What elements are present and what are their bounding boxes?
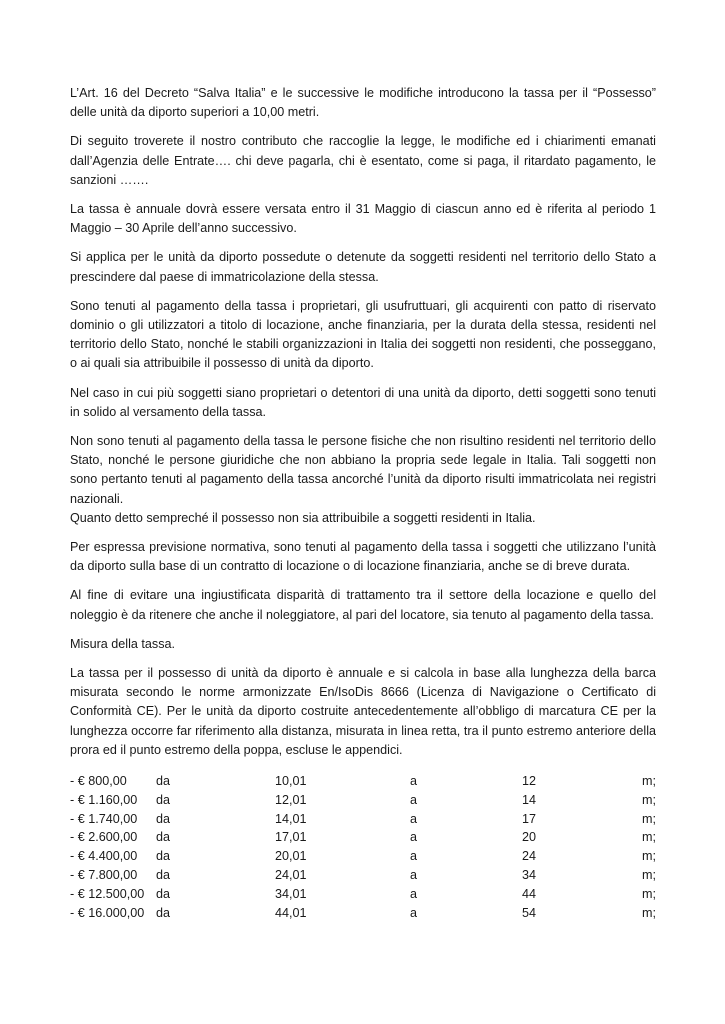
tariff-unit: m; xyxy=(642,886,656,901)
tariff-row xyxy=(70,828,656,847)
tariff-from-label: da xyxy=(156,886,171,901)
tariff-amount: - € 1.160,00 xyxy=(70,792,138,807)
paragraph-joint-liability: Nel caso in cui più soggetti siano proprietari o detentori di una unità da diporto, detti soggetti sono tenuti in solido al versamento della tassa. xyxy=(70,385,656,419)
tariff-to-length: 20 xyxy=(522,830,537,845)
tariff-from-length: 20,01 xyxy=(275,849,307,864)
tariff-to-length: 44 xyxy=(522,886,537,901)
tariff-row xyxy=(70,866,656,885)
tariff-unit: m; xyxy=(642,811,656,826)
tariff-from-label: da xyxy=(156,811,171,826)
tariff-table xyxy=(70,772,656,922)
tariff-to-label: a xyxy=(410,886,418,901)
tariff-to-label: a xyxy=(410,849,418,864)
tariff-amount: - € 12.500,00 xyxy=(70,886,145,901)
tariff-row xyxy=(70,847,656,866)
tariff-from-length: 12,01 xyxy=(275,792,307,807)
tariff-row xyxy=(70,791,656,810)
tariff-to-label: a xyxy=(410,811,418,826)
document-page xyxy=(70,84,656,922)
tariff-row xyxy=(70,885,656,904)
tariff-to-length: 17 xyxy=(522,811,537,826)
tariff-from-length: 17,01 xyxy=(275,830,307,845)
tariff-to-length: 14 xyxy=(522,792,537,807)
tariff-unit: m; xyxy=(642,868,656,883)
tariff-to-label: a xyxy=(410,905,418,920)
tariff-from-label: da xyxy=(156,868,171,883)
tariff-from-length: 14,01 xyxy=(275,811,307,826)
tariff-from-label: da xyxy=(156,792,171,807)
tariff-to-length: 34 xyxy=(522,868,537,883)
tariff-from-length: 44,01 xyxy=(275,905,307,920)
tariff-to-label: a xyxy=(410,792,418,807)
paragraph-application: Si applica per le unità da diporto possedute o detenute da soggetti residenti nel territorio dello Stato a prescindere dal paese di immatricolazione della stessa. xyxy=(70,250,656,284)
tariff-row xyxy=(70,904,656,923)
tariff-unit: m; xyxy=(642,830,656,845)
paragraph-obligated-subjects: Sono tenuti al pagamento della tassa i proprietari, gli usufruttuari, gli acquirenti con patto di riservato dominio o gli utilizzatori a titolo di locazione, anche finanziaria, per la durata della stessa, residenti nel territorio dello Stato, nonché le stabili organizzazioni in Italia dei soggetti non residenti, che posseggano, o ai quali sia attribuibile il possesso di unità da diporto. xyxy=(70,298,656,371)
tariff-from-label: da xyxy=(156,849,171,864)
tariff-amount: - € 7.800,00 xyxy=(70,868,138,883)
tariff-unit: m; xyxy=(642,849,656,864)
paragraph-tax-calculation: La tassa per il possesso di unità da diporto è annuale e si calcola in base alla lunghezza della barca misurata secondo le norme armonizzate En/IsoDis 8666 (Licenza di Navigazione o Certificato di Conformità CE). Per le unità da diporto costruite antecedentemente all’obbligo di marcatura CE per la lunghezza occorre far riferimento alla distanza, misurata in linea retta, tra il punto estremo anteriore della prora ed il punto estremo della poppa, escluse le appendici. xyxy=(70,666,656,757)
tariff-to-length: 24 xyxy=(522,849,537,864)
tariff-amount: - € 800,00 xyxy=(70,774,127,789)
tariff-unit: m; xyxy=(642,774,656,789)
tariff-unit: m; xyxy=(642,792,656,807)
tariff-from-length: 34,01 xyxy=(275,886,307,901)
paragraph-intro: L’Art. 16 del Decreto “Salva Italia” e le successive le modifiche introducono la tassa per il “Possesso” delle unità da diporto superiori a 10,00 metri. xyxy=(70,86,656,120)
tariff-from-length: 10,01 xyxy=(275,774,307,789)
tariff-to-label: a xyxy=(410,774,418,789)
tariff-from-label: da xyxy=(156,774,171,789)
tariff-amount: - € 4.400,00 xyxy=(70,849,138,864)
paragraph-annual-payment: La tassa è annuale dovrà essere versata entro il 31 Maggio di ciascun anno ed è riferita al periodo 1 Maggio – 30 Aprile dell’anno successivo. xyxy=(70,202,656,236)
tariff-to-length: 54 xyxy=(522,905,537,920)
paragraph-leasing: Per espressa previsione normativa, sono tenuti al pagamento della tassa i soggetti che utilizzano l’unità da diporto sulla base di un contratto di locazione o di locazione finanziaria, anche se di breve durata. xyxy=(70,540,656,574)
tariff-from-length: 24,01 xyxy=(275,868,307,883)
tariff-from-label: da xyxy=(156,905,171,920)
paragraph-contribution: Di seguito troverete il nostro contributo che raccoglie la legge, le modifiche ed i chiarimenti emanati dall’Agenzia delle Entrate…. chi deve pagarla, chi è esentato, come si paga, il ritardato pagamento, le sanzioni ……. xyxy=(70,134,656,187)
tariff-from-label: da xyxy=(156,830,171,845)
tariff-row xyxy=(70,810,656,829)
tariff-to-label: a xyxy=(410,830,418,845)
paragraph-exempt-subjects: Non sono tenuti al pagamento della tassa le persone fisiche che non risultino residenti nel territorio dello Stato, nonché le persone giuridiche che non abbiano la propria sede legale in Italia. Tali soggetti non sono pertanto tenuti al pagamento della tassa ancorché l’unità da diporto risulti immatricolata nei registri nazionali. xyxy=(70,434,656,506)
section-heading-tax-amount: Misura della tassa. xyxy=(70,636,175,651)
paragraph-charter: Al fine di evitare una ingiustificata disparità di trattamento tra il settore della locazione e quello del noleggio è da ritenere che anche il noleggiatore, al pari del locatore, sia tenuto al pagamento della tassa. xyxy=(70,588,656,622)
tariff-row xyxy=(70,772,656,791)
tariff-unit: m; xyxy=(642,905,656,920)
tariff-amount: - € 1.740,00 xyxy=(70,811,138,826)
tariff-amount: - € 16.000,00 xyxy=(70,905,145,920)
tariff-to-length: 12 xyxy=(522,774,537,789)
tariff-amount: - € 2.600,00 xyxy=(70,830,138,845)
tariff-to-label: a xyxy=(410,868,418,883)
paragraph-residence-condition: Quanto detto sempreché il possesso non sia attribuibile a soggetti residenti in Italia. xyxy=(70,510,536,525)
